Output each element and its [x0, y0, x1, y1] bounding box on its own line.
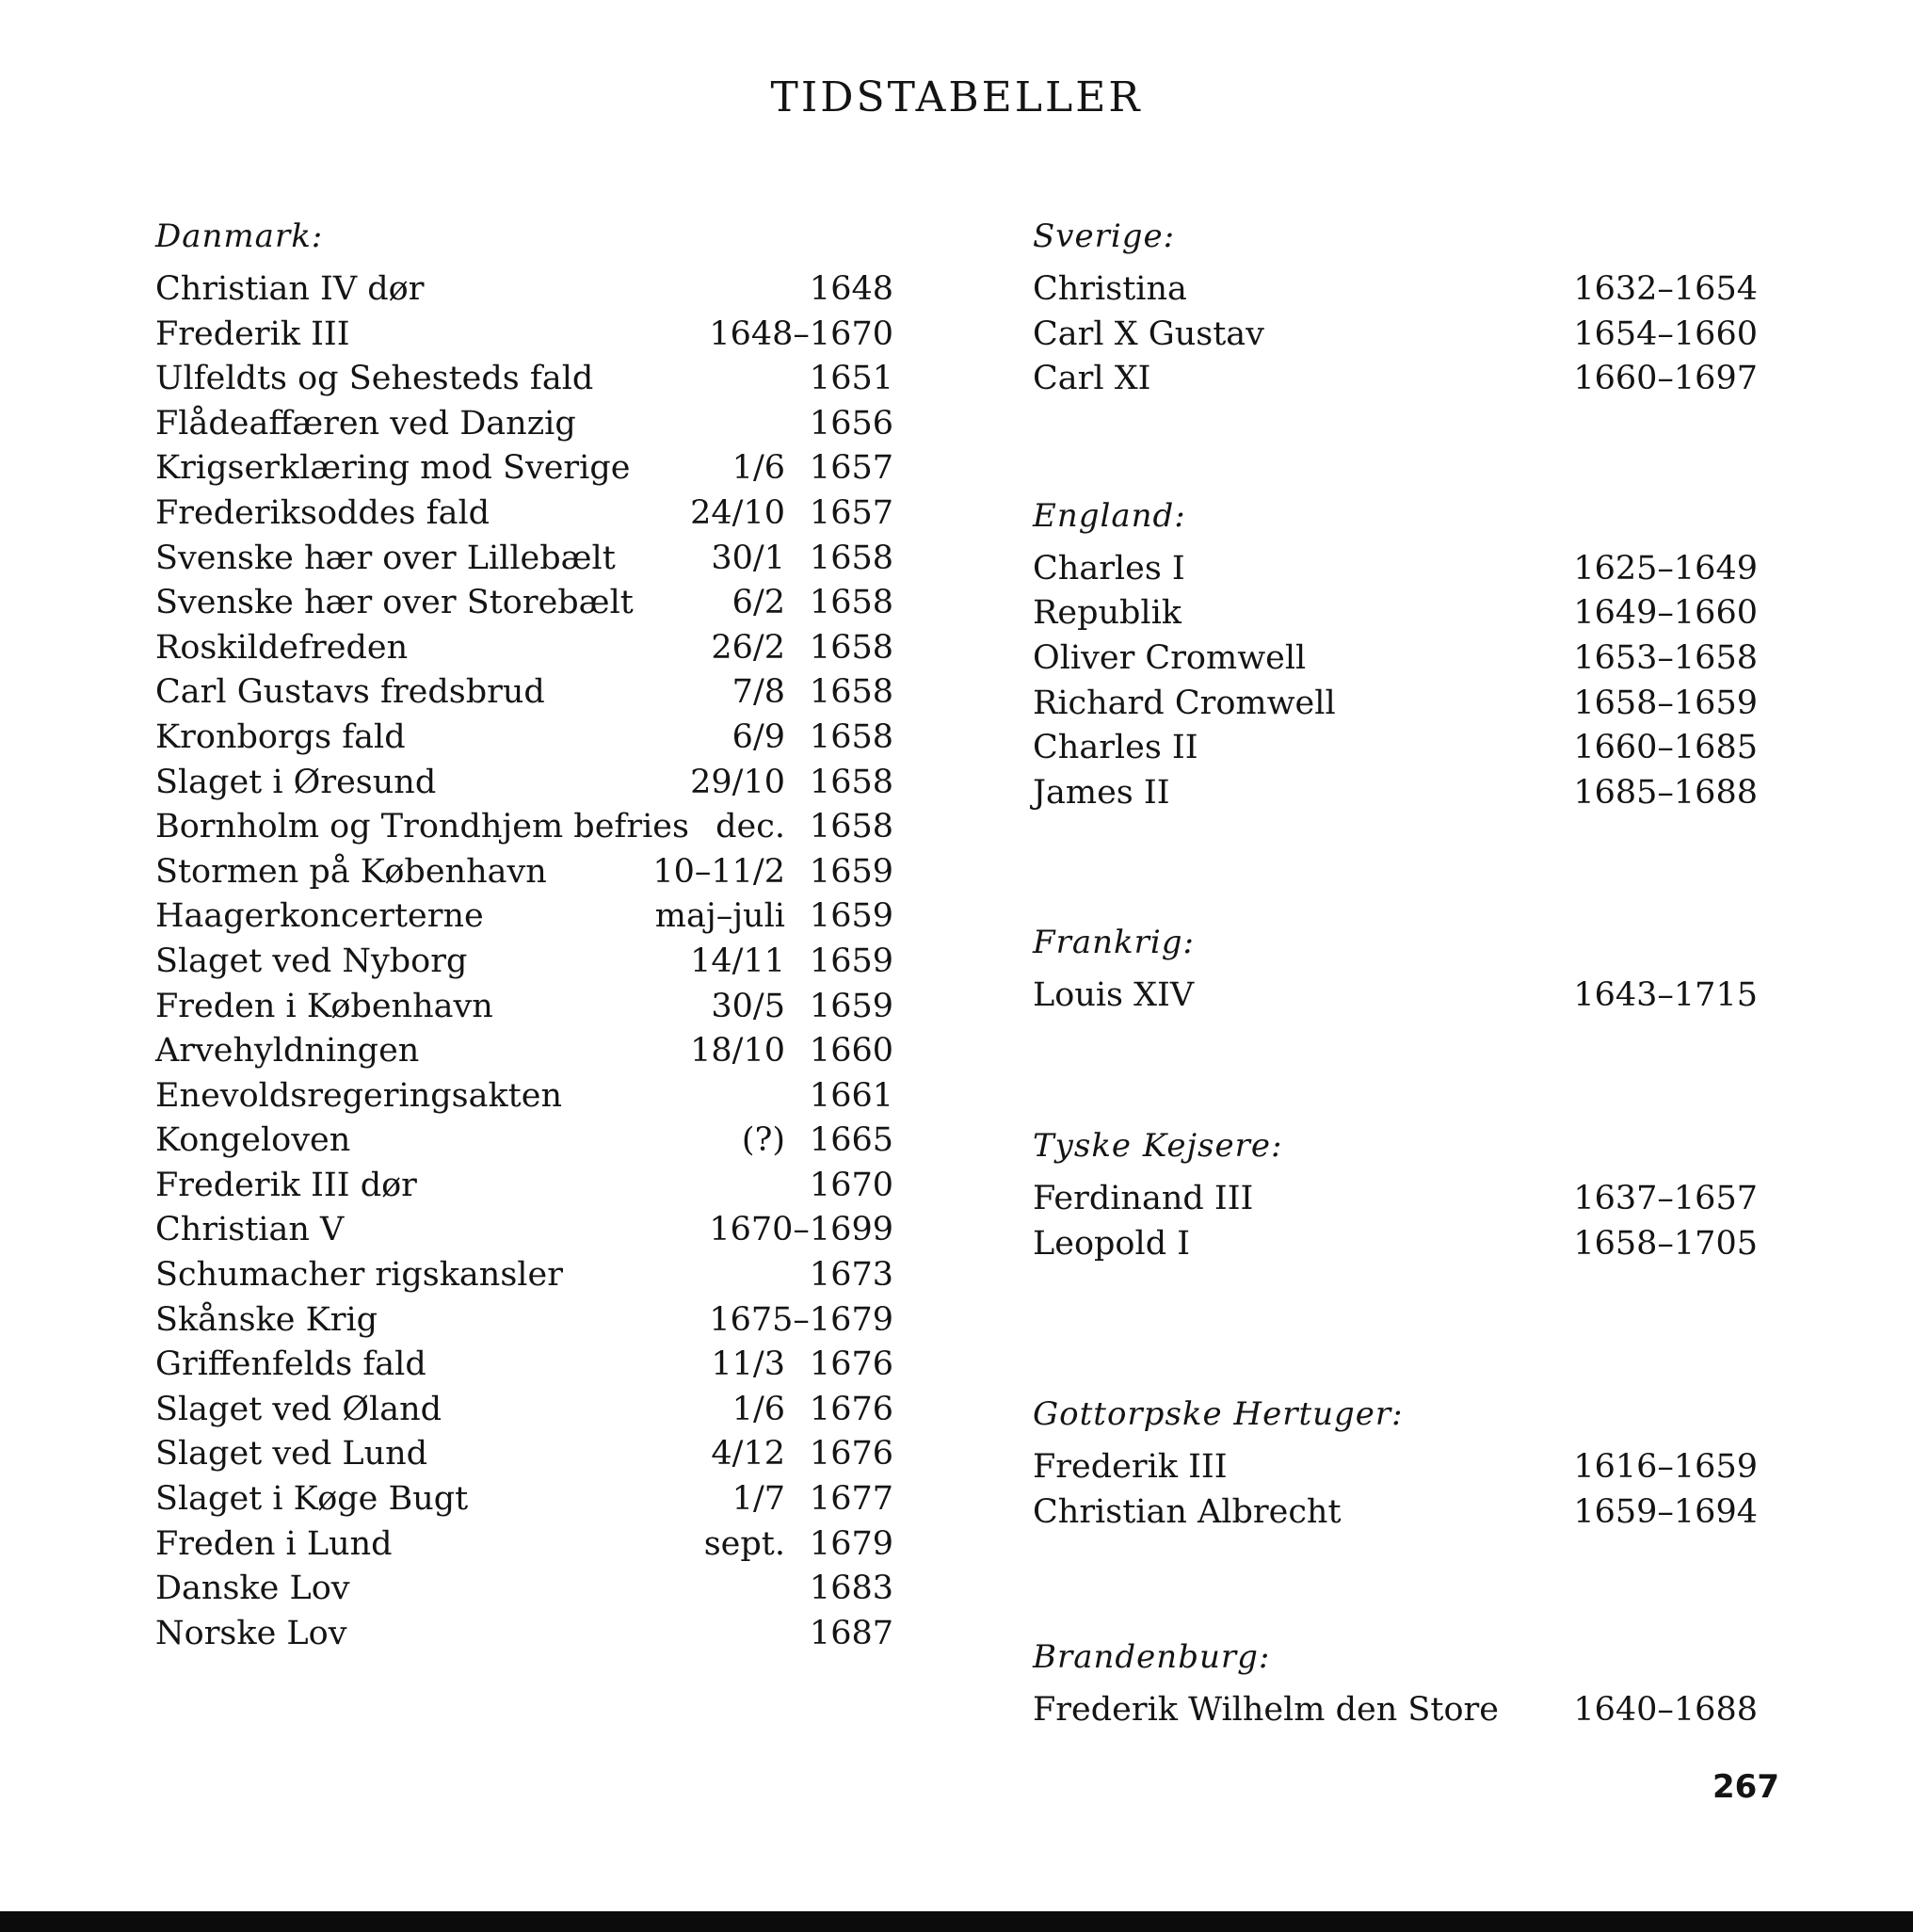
table-row	[155, 626, 893, 671]
table-row	[155, 1432, 893, 1477]
table-row	[155, 446, 893, 491]
reign-years: 1616–1659	[1573, 1448, 1758, 1487]
event-date: 24/10	[690, 493, 785, 532]
table-row	[155, 402, 893, 447]
event-year: 1658	[809, 584, 893, 622]
ruler-name: Oliver Cromwell	[1033, 638, 1307, 677]
table-row	[155, 1343, 893, 1388]
event-name: Arvehyldningen	[155, 1032, 420, 1071]
event-year: 1673	[809, 1256, 893, 1295]
table-row	[155, 1567, 893, 1612]
event-year: 1659	[809, 852, 893, 891]
section-france	[1033, 919, 1758, 1019]
section-heading-german-emperors: Tyske Kejsere:	[1033, 1126, 1283, 1165]
event-name: Enevoldsregeringsakten	[155, 1076, 562, 1115]
event-date: 4/12	[711, 1435, 785, 1473]
section-heading-sweden: Sverige:	[1033, 217, 1176, 255]
event-date: 30/5	[711, 987, 785, 1025]
section-heading-brandenburg: Brandenburg:	[1033, 1638, 1271, 1677]
event-name: Slaget ved Nyborg	[155, 942, 468, 980]
event-name: Frederik III	[155, 314, 350, 353]
reign-years: 1653–1658	[1573, 638, 1758, 677]
event-date: 6/9	[731, 717, 785, 756]
event-year: 1648–1670	[709, 314, 893, 353]
ruler-name: Republik	[1033, 594, 1182, 633]
event-date: 1/6	[731, 1390, 785, 1428]
event-year: 1658	[809, 763, 893, 801]
denmark-table	[155, 267, 893, 1656]
table-row	[155, 1522, 893, 1568]
table-row	[1033, 313, 1758, 358]
section-england	[1033, 492, 1758, 816]
event-date: 29/10	[690, 763, 785, 801]
event-year: 1676	[809, 1390, 893, 1428]
event-name: Norske Lov	[155, 1614, 347, 1652]
table-row	[1033, 636, 1758, 682]
reign-years: 1625–1649	[1573, 549, 1758, 588]
event-name: Danske Lov	[155, 1570, 350, 1608]
event-date: 1/6	[731, 449, 785, 488]
event-year: 1651	[809, 360, 893, 398]
reign-years: 1632–1654	[1573, 270, 1758, 308]
reign-years: 1660–1685	[1573, 729, 1758, 767]
reign-years: 1685–1688	[1573, 773, 1758, 812]
event-date: 26/2	[711, 628, 785, 667]
event-name: Frederik III dør	[155, 1166, 417, 1204]
event-year: 1658	[809, 539, 893, 577]
event-name: Slaget i Køge Bugt	[155, 1480, 469, 1519]
ruler-name: Charles I	[1033, 549, 1185, 588]
table-row	[1033, 1445, 1758, 1490]
event-name: Skånske Krig	[155, 1300, 378, 1339]
event-date: 14/11	[690, 942, 785, 980]
event-year: 1670	[809, 1166, 893, 1204]
event-name: Carl Gustavs fredsbrud	[155, 673, 545, 712]
event-year: 1665	[809, 1121, 893, 1160]
event-name: Slaget ved Lund	[155, 1435, 428, 1473]
event-date: 6/2	[731, 584, 785, 622]
table-row	[155, 537, 893, 582]
event-name: Krigserklæring mod Sverige	[155, 449, 631, 488]
table-row	[1033, 1177, 1758, 1222]
table-row	[155, 716, 893, 761]
england-table	[1033, 547, 1758, 816]
reign-years: 1649–1660	[1573, 594, 1758, 633]
event-name: Schumacher rigskansler	[155, 1256, 563, 1295]
event-year: 1648	[809, 270, 893, 308]
event-date: sept.	[703, 1524, 785, 1563]
table-row	[1033, 974, 1758, 1019]
event-year: 1676	[809, 1345, 893, 1384]
event-name: Griffenfelds fald	[155, 1345, 426, 1384]
table-row	[155, 1477, 893, 1522]
ruler-name: Ferdinand III	[1033, 1179, 1254, 1217]
reign-years: 1658–1659	[1573, 684, 1758, 722]
table-row	[155, 894, 893, 940]
table-row	[1033, 1222, 1758, 1267]
table-row	[155, 491, 893, 537]
reign-years: 1637–1657	[1573, 1179, 1758, 1217]
table-row	[1033, 357, 1758, 402]
ruler-name: James II	[1033, 773, 1170, 812]
event-name: Svenske hær over Storebælt	[155, 584, 634, 622]
event-date: dec.	[715, 808, 785, 846]
table-row	[155, 357, 893, 402]
table-row	[155, 1208, 893, 1253]
section-heading-england: England:	[1033, 496, 1186, 535]
event-date: 18/10	[690, 1032, 785, 1071]
event-date: maj–juli	[654, 897, 785, 936]
reign-years: 1658–1705	[1573, 1224, 1758, 1263]
rulers-column	[1033, 213, 1758, 1733]
table-row	[155, 1253, 893, 1298]
event-year: 1658	[809, 628, 893, 667]
event-year: 1670–1699	[709, 1211, 893, 1249]
event-name: Roskildefreden	[155, 628, 409, 667]
table-row	[155, 1029, 893, 1074]
event-date: 10–11/2	[652, 852, 785, 891]
event-date: 7/8	[731, 673, 785, 712]
event-year: 1657	[809, 493, 893, 532]
event-date: 11/3	[711, 1345, 785, 1384]
section-gottorp-dukes	[1033, 1391, 1758, 1535]
table-row	[155, 670, 893, 716]
event-year: 1659	[809, 897, 893, 936]
event-year: 1658	[809, 673, 893, 712]
section-brandenburg	[1033, 1634, 1758, 1733]
page-title: TIDSTABELLER	[770, 73, 1143, 121]
table-row	[1033, 591, 1758, 636]
table-row	[1033, 267, 1758, 313]
event-year: 1661	[809, 1076, 893, 1115]
event-name: Slaget i Øresund	[155, 763, 437, 801]
gottorp-dukes-table	[1033, 1445, 1758, 1535]
table-row	[155, 805, 893, 850]
section-heading-france: Frankrig:	[1033, 924, 1195, 962]
reign-years: 1659–1694	[1573, 1492, 1758, 1531]
table-row	[155, 1298, 893, 1344]
event-year: 1657	[809, 449, 893, 488]
event-name: Frederiksoddes fald	[155, 493, 490, 532]
event-year: 1676	[809, 1435, 893, 1473]
table-row	[1033, 1688, 1758, 1733]
event-name: Freden i København	[155, 987, 493, 1025]
event-name: Stormen på København	[155, 852, 547, 891]
event-date: 1/7	[731, 1480, 785, 1519]
ruler-name: Frederik Wilhelm den Store	[1033, 1691, 1499, 1730]
ruler-name: Frederik III	[1033, 1448, 1228, 1487]
ruler-name: Louis XIV	[1033, 976, 1195, 1015]
table-row	[155, 1164, 893, 1209]
event-year: 1656	[809, 404, 893, 443]
table-row	[155, 581, 893, 626]
ruler-name: Carl XI	[1033, 360, 1151, 398]
table-row	[1033, 1490, 1758, 1536]
france-table	[1033, 974, 1758, 1019]
event-name: Haagerkoncerterne	[155, 897, 484, 936]
table-row	[1033, 682, 1758, 727]
event-date: 30/1	[711, 539, 785, 577]
event-name: Freden i Lund	[155, 1524, 393, 1563]
section-heading-denmark: Danmark:	[155, 217, 324, 255]
section-german-emperors	[1033, 1122, 1758, 1266]
event-name: Kronborgs fald	[155, 717, 406, 756]
ruler-name: Carl X Gustav	[1033, 314, 1264, 353]
event-name: Kongeloven	[155, 1121, 351, 1160]
table-row	[1033, 771, 1758, 816]
event-name: Svenske hær over Lillebælt	[155, 539, 616, 577]
table-row	[155, 850, 893, 895]
reign-years: 1643–1715	[1573, 976, 1758, 1015]
event-year: 1683	[809, 1570, 893, 1608]
scan-edge-bar	[0, 1911, 1913, 1932]
table-row	[155, 313, 893, 358]
event-date: (?)	[741, 1121, 785, 1160]
sweden-table	[1033, 267, 1758, 402]
table-row	[1033, 726, 1758, 771]
event-name: Flådeaffæren ved Danzig	[155, 404, 576, 443]
ruler-name: Christina	[1033, 270, 1187, 308]
table-row	[155, 1612, 893, 1657]
brandenburg-table	[1033, 1688, 1758, 1733]
table-row	[155, 761, 893, 806]
section-heading-gottorp-dukes: Gottorpske Hertuger:	[1033, 1395, 1404, 1434]
table-row	[1033, 547, 1758, 592]
event-year: 1659	[809, 942, 893, 980]
event-year: 1675–1679	[709, 1300, 893, 1339]
event-year: 1660	[809, 1032, 893, 1071]
section-sweden	[1033, 213, 1758, 402]
ruler-name: Charles II	[1033, 729, 1198, 767]
event-name: Ulfeldts og Sehesteds fald	[155, 360, 594, 398]
table-row	[155, 1074, 893, 1119]
event-name: Christian V	[155, 1211, 345, 1249]
event-year: 1658	[809, 717, 893, 756]
table-row	[155, 985, 893, 1030]
reign-years: 1654–1660	[1573, 314, 1758, 353]
reign-years: 1660–1697	[1573, 360, 1758, 398]
event-year: 1659	[809, 987, 893, 1025]
page-number: 267	[1712, 1768, 1779, 1806]
event-name: Slaget ved Øland	[155, 1390, 442, 1428]
event-name: Bornholm og Trondhjem befries	[155, 808, 689, 846]
table-row	[155, 940, 893, 985]
german-emperors-table	[1033, 1177, 1758, 1266]
denmark-column	[155, 213, 893, 1656]
table-row	[155, 1388, 893, 1433]
event-year: 1679	[809, 1524, 893, 1563]
event-name: Christian IV dør	[155, 270, 425, 308]
ruler-name: Leopold I	[1033, 1224, 1191, 1263]
ruler-name: Christian Albrecht	[1033, 1492, 1342, 1531]
event-year: 1658	[809, 808, 893, 846]
ruler-name: Richard Cromwell	[1033, 684, 1336, 722]
table-row	[155, 267, 893, 313]
event-year: 1687	[809, 1614, 893, 1652]
reign-years: 1640–1688	[1573, 1691, 1758, 1730]
event-year: 1677	[809, 1480, 893, 1519]
table-row	[155, 1119, 893, 1164]
